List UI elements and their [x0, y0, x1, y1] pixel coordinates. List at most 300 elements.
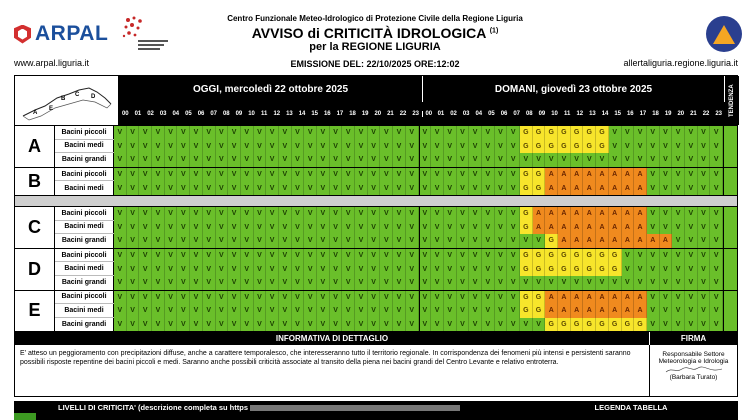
level-cell-verde: V: [279, 249, 292, 263]
level-cell-verde: V: [317, 262, 330, 276]
level-cell-verde: V: [355, 249, 368, 263]
level-cell-verde: V: [317, 249, 330, 263]
level-cell-verde: V: [647, 304, 660, 318]
level-cell-verde: V: [685, 168, 698, 182]
level-cell-arancione: A: [609, 221, 622, 235]
level-cell-verde: V: [469, 304, 482, 318]
hour-label: 13: [286, 110, 293, 117]
level-cell-verde: V: [114, 207, 127, 221]
level-cell-verde: V: [355, 126, 368, 140]
level-cell-verde: V: [482, 153, 495, 167]
level-cell-verde: V: [216, 304, 229, 318]
level-cell-gialla: G: [596, 126, 609, 140]
level-cell-verde: V: [660, 221, 673, 235]
level-cell-verde: V: [622, 262, 635, 276]
level-cell-verde: V: [660, 276, 673, 290]
level-cell-verde: V: [279, 126, 292, 140]
svg-text:D: D: [91, 94, 96, 100]
level-cell-verde: V: [368, 291, 381, 305]
info-text: E' atteso un peggioramento con precipitazioni diffuse, anche a carattere temporalesco, che interesseranno tutto il territorio regionale. In corrispondenza dei fenomeni più intensi e persistenti saranno possibili risposte repentine dei bacini piccoli e medi. Saranno anche possibili criticità associate al transito della piena nei bacini grandi del Centro Levante e relativo entroterra.: [20, 350, 631, 367]
level-cell-verde: V: [495, 318, 508, 332]
level-cell-verde: V: [672, 249, 685, 263]
level-cell-gialla: G: [558, 318, 571, 332]
level-cell-verde: V: [254, 221, 267, 235]
detail-info-panel: [14, 331, 738, 397]
level-cell-verde: V: [152, 249, 165, 263]
level-cell-verde: V: [710, 249, 723, 263]
level-cell-verde: V: [177, 140, 190, 154]
basin-row: [55, 140, 737, 154]
level-cell-verde: V: [419, 153, 432, 167]
hour-label: 10: [248, 110, 255, 117]
level-cell-gialla: G: [533, 181, 546, 195]
level-cell-verde: V: [431, 153, 444, 167]
level-cell-arancione: A: [558, 304, 571, 318]
level-cell-verde: V: [368, 168, 381, 182]
level-cell-arancione: A: [622, 291, 635, 305]
level-cell-verde: V: [647, 291, 660, 305]
level-cell-verde: V: [685, 140, 698, 154]
level-cell-gialla: G: [520, 140, 533, 154]
level-cell-verde: V: [380, 168, 393, 182]
level-cell-verde: V: [114, 221, 127, 235]
level-cell-verde: V: [444, 153, 457, 167]
level-cell-arancione: A: [609, 168, 622, 182]
level-cell-verde: V: [254, 126, 267, 140]
level-cell-verde: V: [152, 318, 165, 332]
level-cell-gialla: G: [558, 126, 571, 140]
level-cell-verde: V: [279, 234, 292, 248]
criticity-table: [14, 75, 738, 332]
level-cell-arancione: A: [533, 207, 546, 221]
level-cell-verde: V: [330, 181, 343, 195]
level-cell-verde: V: [241, 291, 254, 305]
level-cell-verde: V: [330, 221, 343, 235]
level-cell-arancione: A: [634, 291, 647, 305]
level-cell-verde: V: [177, 249, 190, 263]
zone-letter: B: [15, 168, 55, 195]
zone-letter: E: [15, 291, 55, 332]
level-cell-verde: V: [393, 168, 406, 182]
level-cell-verde: V: [698, 318, 711, 332]
tendency-cell: [723, 221, 737, 235]
tendency-cell: [723, 153, 737, 167]
level-cell-verde: V: [698, 262, 711, 276]
tendency-cell: [723, 140, 737, 154]
level-cell-verde: V: [139, 140, 152, 154]
level-cell-verde: V: [495, 249, 508, 263]
level-cell-gialla: G: [583, 249, 596, 263]
level-cell-verde: V: [165, 140, 178, 154]
level-cell-verde: V: [672, 318, 685, 332]
level-cell-verde: V: [647, 221, 660, 235]
level-cell-verde: V: [342, 140, 355, 154]
firma-title: FIRMA: [649, 332, 737, 345]
level-cell-verde: V: [609, 140, 622, 154]
zone-block-e: [15, 290, 737, 332]
level-cell-verde: V: [545, 276, 558, 290]
level-cell-verde: V: [698, 234, 711, 248]
hour-label: 17: [336, 110, 344, 117]
level-cell-verde: V: [241, 126, 254, 140]
level-cell-arancione: A: [609, 181, 622, 195]
tendency-cell: [723, 276, 737, 290]
basin-label: Bacini piccoli: [55, 291, 114, 304]
level-cell-verde: V: [672, 234, 685, 248]
level-cell-arancione: A: [583, 221, 596, 235]
level-cell-verde: V: [165, 234, 178, 248]
hour-label: 11: [261, 110, 268, 117]
zone-letter: D: [15, 249, 55, 290]
level-cell-verde: V: [710, 126, 723, 140]
level-cell-verde: V: [216, 221, 229, 235]
basin-label: Bacini piccoli: [55, 249, 114, 262]
level-cell-verde: V: [114, 304, 127, 318]
level-cell-verde: V: [279, 276, 292, 290]
level-cell-verde: V: [419, 140, 432, 154]
level-cell-verde: V: [520, 318, 533, 332]
level-cell-verde: V: [266, 234, 279, 248]
level-cell-verde: V: [203, 291, 216, 305]
basin-label: Bacini medi: [55, 304, 114, 317]
level-cell-verde: V: [380, 276, 393, 290]
level-cell-verde: V: [622, 153, 635, 167]
level-cell-arancione: A: [583, 207, 596, 221]
svg-text:A: A: [33, 110, 38, 116]
level-cell-verde: V: [457, 318, 470, 332]
level-cell-verde: V: [292, 126, 305, 140]
level-cell-verde: V: [342, 126, 355, 140]
level-cell-verde: V: [393, 318, 406, 332]
level-cell-verde: V: [254, 207, 267, 221]
level-cell-verde: V: [355, 181, 368, 195]
level-cell-verde: V: [165, 262, 178, 276]
allerta-url[interactable]: allertaliguria.regione.liguria.it: [623, 58, 738, 68]
level-cell-verde: V: [304, 168, 317, 182]
level-cell-verde: V: [330, 168, 343, 182]
basin-row: [55, 318, 737, 332]
level-cell-verde: V: [266, 318, 279, 332]
level-cell-arancione: A: [571, 221, 584, 235]
level-cell-verde: V: [710, 262, 723, 276]
basin-label: Bacini grandi: [55, 153, 114, 167]
level-cell-verde: V: [482, 181, 495, 195]
level-cell-verde: V: [507, 153, 520, 167]
level-cell-verde: V: [152, 276, 165, 290]
level-cell-arancione: A: [596, 291, 609, 305]
level-cell-verde: V: [647, 153, 660, 167]
level-cell-verde: V: [380, 221, 393, 235]
basin-row: [55, 126, 737, 140]
table-header: [15, 76, 737, 125]
level-cell-verde: V: [609, 126, 622, 140]
level-cell-verde: V: [482, 318, 495, 332]
level-cell-verde: V: [152, 304, 165, 318]
level-cell-verde: V: [533, 318, 546, 332]
level-cell-verde: V: [685, 249, 698, 263]
level-cell-verde: V: [520, 276, 533, 290]
hour-label: 02: [147, 110, 154, 117]
level-cell-verde: V: [317, 304, 330, 318]
level-cell-verde: V: [228, 249, 241, 263]
level-cell-verde: V: [216, 168, 229, 182]
level-cell-verde: V: [216, 153, 229, 167]
level-cell-verde: V: [216, 234, 229, 248]
hour-label: 22: [702, 110, 710, 117]
level-cell-verde: V: [177, 126, 190, 140]
level-cell-verde: V: [368, 249, 381, 263]
level-cell-verde: V: [165, 181, 178, 195]
level-cell-verde: V: [533, 234, 546, 248]
level-cell-verde: V: [647, 318, 660, 332]
level-cell-verde: V: [710, 291, 723, 305]
level-cell-verde: V: [114, 249, 127, 263]
level-cell-verde: V: [114, 234, 127, 248]
level-cell-verde: V: [634, 153, 647, 167]
level-cell-arancione: A: [634, 234, 647, 248]
level-cell-verde: V: [228, 318, 241, 332]
level-cell-arancione: A: [571, 291, 584, 305]
level-cell-verde: V: [660, 262, 673, 276]
page-header: [0, 0, 750, 70]
arpal-logo: [14, 22, 108, 46]
level-cell-verde: V: [355, 262, 368, 276]
level-cell-arancione: A: [634, 304, 647, 318]
level-cell-gialla: G: [520, 262, 533, 276]
level-cell-verde: V: [419, 168, 432, 182]
level-cell-verde: V: [177, 304, 190, 318]
level-cell-verde: V: [292, 262, 305, 276]
level-cell-verde: V: [139, 221, 152, 235]
level-cell-verde: V: [190, 249, 203, 263]
level-cell-verde: V: [685, 262, 698, 276]
level-cell-verde: V: [507, 291, 520, 305]
day-tomorrow-title: DOMANI, giovedì 23 ottobre 2025: [423, 76, 725, 102]
level-cell-verde: V: [266, 153, 279, 167]
level-cell-verde: V: [444, 221, 457, 235]
level-cell-verde: V: [216, 207, 229, 221]
level-cell-verde: V: [203, 153, 216, 167]
level-cell-verde: V: [317, 153, 330, 167]
level-cell-verde: V: [330, 318, 343, 332]
level-cell-verde: V: [241, 221, 254, 235]
hour-label: 22: [399, 110, 407, 117]
level-cell-arancione: A: [545, 181, 558, 195]
level-cell-verde: V: [266, 140, 279, 154]
level-cell-verde: V: [114, 168, 127, 182]
level-cell-verde: V: [672, 304, 685, 318]
level-cell-verde: V: [127, 181, 140, 195]
level-cell-verde: V: [457, 153, 470, 167]
level-cell-gialla: G: [520, 207, 533, 221]
level-cell-arancione: A: [583, 168, 596, 182]
level-cell-verde: V: [406, 221, 419, 235]
level-cell-verde: V: [419, 234, 432, 248]
level-cell-verde: V: [380, 234, 393, 248]
level-cell-verde: V: [228, 291, 241, 305]
level-cell-verde: V: [495, 291, 508, 305]
level-cell-verde: V: [507, 140, 520, 154]
level-cell-verde: V: [190, 318, 203, 332]
tendency-cell: [723, 126, 737, 140]
tendency-cell: [723, 207, 737, 221]
level-cell-arancione: A: [558, 291, 571, 305]
level-cell-verde: V: [152, 126, 165, 140]
hour-label: 04: [475, 110, 483, 117]
level-cell-gialla: G: [558, 140, 571, 154]
level-cell-verde: V: [330, 126, 343, 140]
level-cell-verde: V: [127, 262, 140, 276]
page-title: AVVISO di CRITICITÀ IDROLOGICA $^{(1)}$: [251, 25, 499, 41]
level-cell-verde: V: [165, 291, 178, 305]
level-cell-verde: V: [177, 262, 190, 276]
level-cell-verde: V: [660, 181, 673, 195]
basin-label: Bacini piccoli: [55, 126, 114, 139]
level-cell-verde: V: [457, 140, 470, 154]
level-cell-arancione: A: [571, 168, 584, 182]
level-cell-verde: V: [431, 221, 444, 235]
level-cell-verde: V: [469, 207, 482, 221]
level-cell-verde: V: [672, 140, 685, 154]
hour-label: 23: [715, 110, 723, 117]
level-cell-verde: V: [216, 291, 229, 305]
level-cell-verde: V: [177, 276, 190, 290]
level-cell-verde: V: [698, 304, 711, 318]
level-cell-verde: V: [216, 140, 229, 154]
level-cell-verde: V: [152, 291, 165, 305]
level-cell-verde: V: [266, 304, 279, 318]
level-cell-verde: V: [431, 249, 444, 263]
level-cell-verde: V: [698, 249, 711, 263]
level-cell-verde: V: [482, 304, 495, 318]
signature-block: [649, 345, 737, 396]
level-cell-verde: V: [228, 234, 241, 248]
level-cell-arancione: A: [558, 234, 571, 248]
level-cell-verde: V: [216, 318, 229, 332]
basin-label: Bacini piccoli: [55, 207, 114, 220]
level-cell-verde: V: [317, 207, 330, 221]
level-cell-arancione: A: [622, 221, 635, 235]
tendency-cell: [723, 262, 737, 276]
level-cell-verde: V: [685, 181, 698, 195]
level-cell-verde: V: [457, 126, 470, 140]
level-cell-arancione: A: [583, 304, 596, 318]
level-cell-verde: V: [685, 207, 698, 221]
level-cell-verde: V: [190, 207, 203, 221]
center-name: Centro Funzionale Meteo-Idrologico di Protezione Civile della Regione Liguria: [227, 14, 523, 23]
level-cell-verde: V: [482, 126, 495, 140]
level-cell-verde: V: [419, 291, 432, 305]
basin-label: Bacini medi: [55, 221, 114, 234]
level-cell-verde: V: [165, 318, 178, 332]
level-cell-verde: V: [241, 262, 254, 276]
hour-label: 06: [197, 110, 205, 117]
level-cell-verde: V: [254, 140, 267, 154]
hour-label: 15: [614, 110, 622, 117]
level-cell-verde: V: [292, 291, 305, 305]
level-cell-verde: V: [406, 291, 419, 305]
level-cell-verde: V: [634, 140, 647, 154]
level-cell-arancione: A: [596, 234, 609, 248]
level-cell-verde: V: [304, 126, 317, 140]
level-cell-verde: V: [127, 276, 140, 290]
emission-timestamp: EMISSIONE DEL: 22/10/2025 ORE:12:02: [290, 59, 460, 69]
liguria-shield-icon: [14, 25, 31, 44]
level-cell-verde: V: [304, 262, 317, 276]
level-cell-verde: V: [457, 304, 470, 318]
level-cell-verde: V: [393, 234, 406, 248]
level-cell-verde: V: [431, 262, 444, 276]
level-cell-verde: V: [380, 304, 393, 318]
level-cell-verde: V: [165, 221, 178, 235]
level-cell-verde: V: [444, 140, 457, 154]
basin-row: [55, 207, 737, 221]
level-cell-verde: V: [127, 126, 140, 140]
level-cell-gialla: G: [596, 249, 609, 263]
hour-label: 00: [121, 110, 129, 117]
level-cell-verde: V: [495, 276, 508, 290]
level-cell-verde: V: [698, 291, 711, 305]
level-cell-verde: V: [330, 153, 343, 167]
level-cell-verde: V: [317, 168, 330, 182]
hour-label: 14: [601, 110, 609, 117]
level-cell-verde: V: [406, 207, 419, 221]
level-cell-arancione: A: [609, 291, 622, 305]
level-cell-verde: V: [152, 153, 165, 167]
level-cell-verde: V: [279, 318, 292, 332]
level-cell-verde: V: [672, 291, 685, 305]
level-cell-verde: V: [469, 153, 482, 167]
level-cell-verde: V: [127, 249, 140, 263]
level-cell-verde: V: [393, 153, 406, 167]
level-cell-verde: V: [482, 262, 495, 276]
level-cell-verde: V: [431, 276, 444, 290]
arpal-url[interactable]: www.arpal.liguria.it: [14, 58, 90, 68]
level-cell-verde: V: [228, 140, 241, 154]
level-cell-gialla: G: [609, 262, 622, 276]
level-cell-verde: V: [203, 234, 216, 248]
level-cell-verde: V: [165, 276, 178, 290]
level-cell-verde: V: [355, 207, 368, 221]
level-cell-verde: V: [545, 153, 558, 167]
level-cell-verde: V: [254, 249, 267, 263]
level-cell-verde: V: [241, 181, 254, 195]
level-cell-verde: V: [520, 153, 533, 167]
level-cell-verde: V: [330, 249, 343, 263]
level-cell-arancione: A: [609, 234, 622, 248]
level-cell-verde: V: [469, 168, 482, 182]
level-cell-verde: V: [266, 168, 279, 182]
level-cell-verde: V: [355, 304, 368, 318]
level-cell-verde: V: [304, 276, 317, 290]
document-title-block: [205, 14, 545, 69]
level-cell-verde: V: [698, 276, 711, 290]
level-cell-verde: V: [152, 234, 165, 248]
level-cell-verde: V: [203, 318, 216, 332]
hour-label: 20: [677, 110, 685, 117]
level-cell-verde: V: [698, 207, 711, 221]
handwritten-signature-icon: [664, 366, 724, 374]
hour-label: 00: [422, 111, 435, 117]
hour-label: 12: [576, 110, 584, 117]
basin-label: Bacini grandi: [55, 318, 114, 332]
level-cell-verde: V: [266, 221, 279, 235]
level-cell-verde: V: [710, 318, 723, 332]
level-cell-verde: V: [622, 276, 635, 290]
zone-block-a: [15, 125, 737, 167]
level-cell-verde: V: [406, 168, 419, 182]
level-cell-arancione: A: [533, 221, 546, 235]
